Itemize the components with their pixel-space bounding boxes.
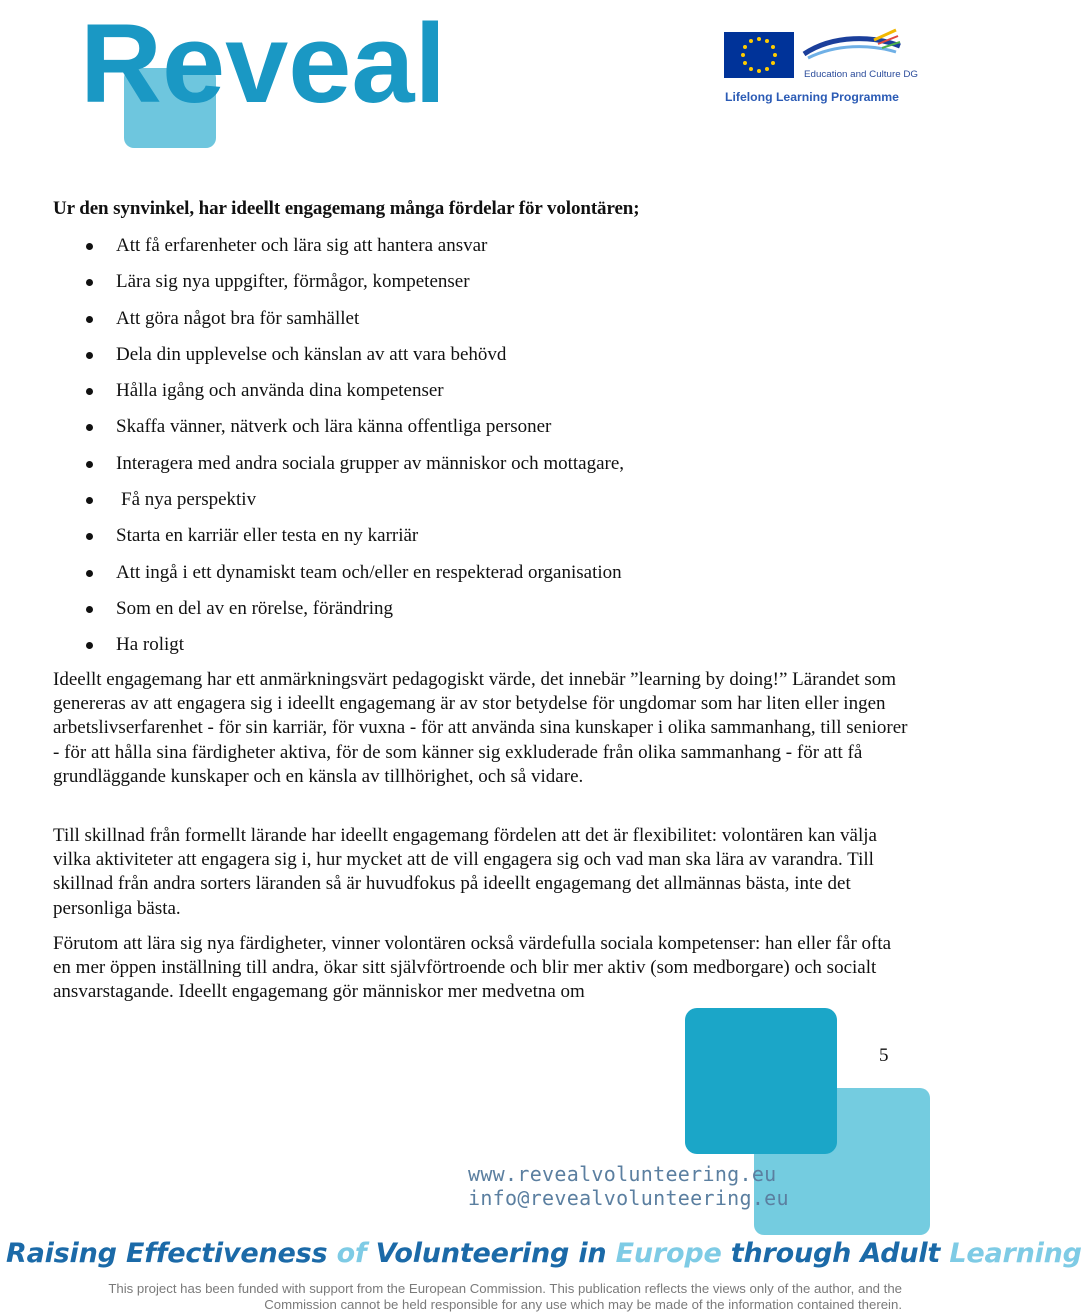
paragraph-flexibility: Till skillnad från formellt lärande har ideellt engagemang fördelen att det är flexibilitet: volontären kan välja vilka aktiviteter att engagera sig i, hur mycket att de vill engagera sig och vad man ska lära av varandra. Till skillnad från andra sorters läranden så är huvudfokus på ideellt engagemang det allmännas bästa, inte det personliga bästa.: [53, 825, 877, 919]
slogan-word: Volunteering: [375, 1238, 579, 1269]
bullet-icon: [86, 497, 93, 504]
slogan-word: Europe: [615, 1238, 731, 1269]
list-item: [53, 486, 624, 522]
slogan-word: Effectiveness: [125, 1238, 337, 1269]
reveal-logo-text: Reveal: [80, 1, 446, 126]
slogan-word: in: [578, 1238, 616, 1269]
list-item: [53, 631, 624, 667]
bullet-icon: [86, 606, 93, 613]
list-item: [53, 595, 624, 631]
page-number: 5: [879, 1045, 889, 1066]
list-item: [53, 232, 624, 268]
paragraph-learning-by-doing: Ideellt engagemang har ett anmärkningsvärt pedagogiskt värde, det innebär ”learning by doing!” Lärandet som genereras av att engagera sig i ideellt engagemang är av stor betydelse för ungdomar som har liten eller ingen arbetslivserfarenhet - för sin karriär, för vuxna - för att använda sina kunskaper i olika sammanhang, till seniorer - för att hålla sina färdigheter aktiva, för de som känner sig exkluderade från olika sammanhang - för att få grundläggande kunskaper och en känsla av tillhörighet, och så vidare.: [53, 669, 908, 787]
list-item: [53, 559, 624, 595]
bullet-icon: [86, 243, 93, 250]
slogan-word: of: [336, 1238, 376, 1269]
list-item-text: Få nya perspektiv: [121, 489, 257, 511]
slogan-word: Raising: [6, 1238, 126, 1269]
reveal-logo: [80, 1, 450, 150]
list-item-text: Dela din upplevelse och känslan av att vara behövd: [116, 343, 507, 365]
eu-dg-text: Education and Culture DG: [804, 69, 918, 79]
list-item: [53, 522, 624, 558]
benefits-list: [53, 232, 624, 668]
decorative-square-dark: [685, 1008, 837, 1154]
bullet-icon: [86, 533, 93, 540]
paragraph-social-skills: Förutom att lära sig nya färdigheter, vinner volontären också värdefulla sociala kompetenser: han eller får ofta en mer öppen inställning till andra, ökar sitt självförtroende och blir mer aktiv (som medborgare) och socialt ansvarstagande. Ideellt engagemang gör människor mer medvetna om: [53, 933, 892, 1003]
list-item-text: Att få erfarenheter och lära sig att hantera ansvar: [116, 235, 488, 256]
slogan-word: through: [730, 1238, 861, 1269]
bullet-icon: [86, 570, 93, 577]
website-link[interactable]: www.revealvolunteering.eu: [468, 1162, 777, 1186]
list-item: [53, 377, 624, 413]
list-item: [53, 341, 624, 377]
disclaimer-line: This project has been funded with support from the European Commission. This publication reflects the views only of the author, and the: [108, 1281, 902, 1296]
eu-lifelong-learning-logo: [724, 28, 924, 108]
disclaimer-line: Commission cannot be held responsible for any use which may be made of the information contained therein.: [264, 1297, 902, 1312]
list-item: [53, 450, 624, 486]
slogan-word: Learning: [949, 1238, 1082, 1269]
bullet-icon: [86, 642, 93, 649]
bullet-icon: [86, 388, 93, 395]
bullet-icon: [86, 316, 93, 323]
list-item: [53, 268, 624, 304]
funding-disclaimer: [50, 1281, 902, 1313]
project-slogan: [6, 1238, 1082, 1269]
list-item-text: Starta en karriär eller testa en ny karriär: [116, 525, 419, 547]
eu-programme-text: Lifelong Learning Programme: [725, 90, 900, 104]
list-item-text: Lära sig nya uppgifter, förmågor, kompetenser: [116, 271, 470, 293]
list-item-text: Att göra något bra för samhället: [116, 307, 360, 329]
list-item-text: Interagera med andra sociala grupper av människor och mottagare,: [116, 452, 625, 474]
slogan-word: Adult: [860, 1238, 950, 1269]
section-heading: Ur den synvinkel, har ideellt engagemang många fördelar för volontären;: [53, 198, 640, 219]
bullet-icon: [86, 461, 93, 468]
list-item: [53, 413, 624, 449]
bullet-icon: [86, 279, 93, 286]
list-item-text: Att ingå i ett dynamiskt team och/eller en respekterad organisation: [116, 561, 622, 583]
list-item-text: Hålla igång och använda dina kompetenser: [116, 380, 444, 402]
bullet-icon: [86, 352, 93, 359]
swoosh-icon: [804, 30, 900, 58]
email-link[interactable]: info@revealvolunteering.eu: [468, 1186, 789, 1210]
list-item-text: Skaffa vänner, nätverk och lära känna offentliga personer: [116, 416, 552, 438]
eu-flag-icon: [724, 32, 794, 78]
bullet-icon: [86, 424, 93, 431]
list-item-text: Ha roligt: [116, 634, 185, 656]
list-item: [53, 305, 624, 341]
list-item-text: Som en del av en rörelse, förändring: [116, 597, 393, 619]
